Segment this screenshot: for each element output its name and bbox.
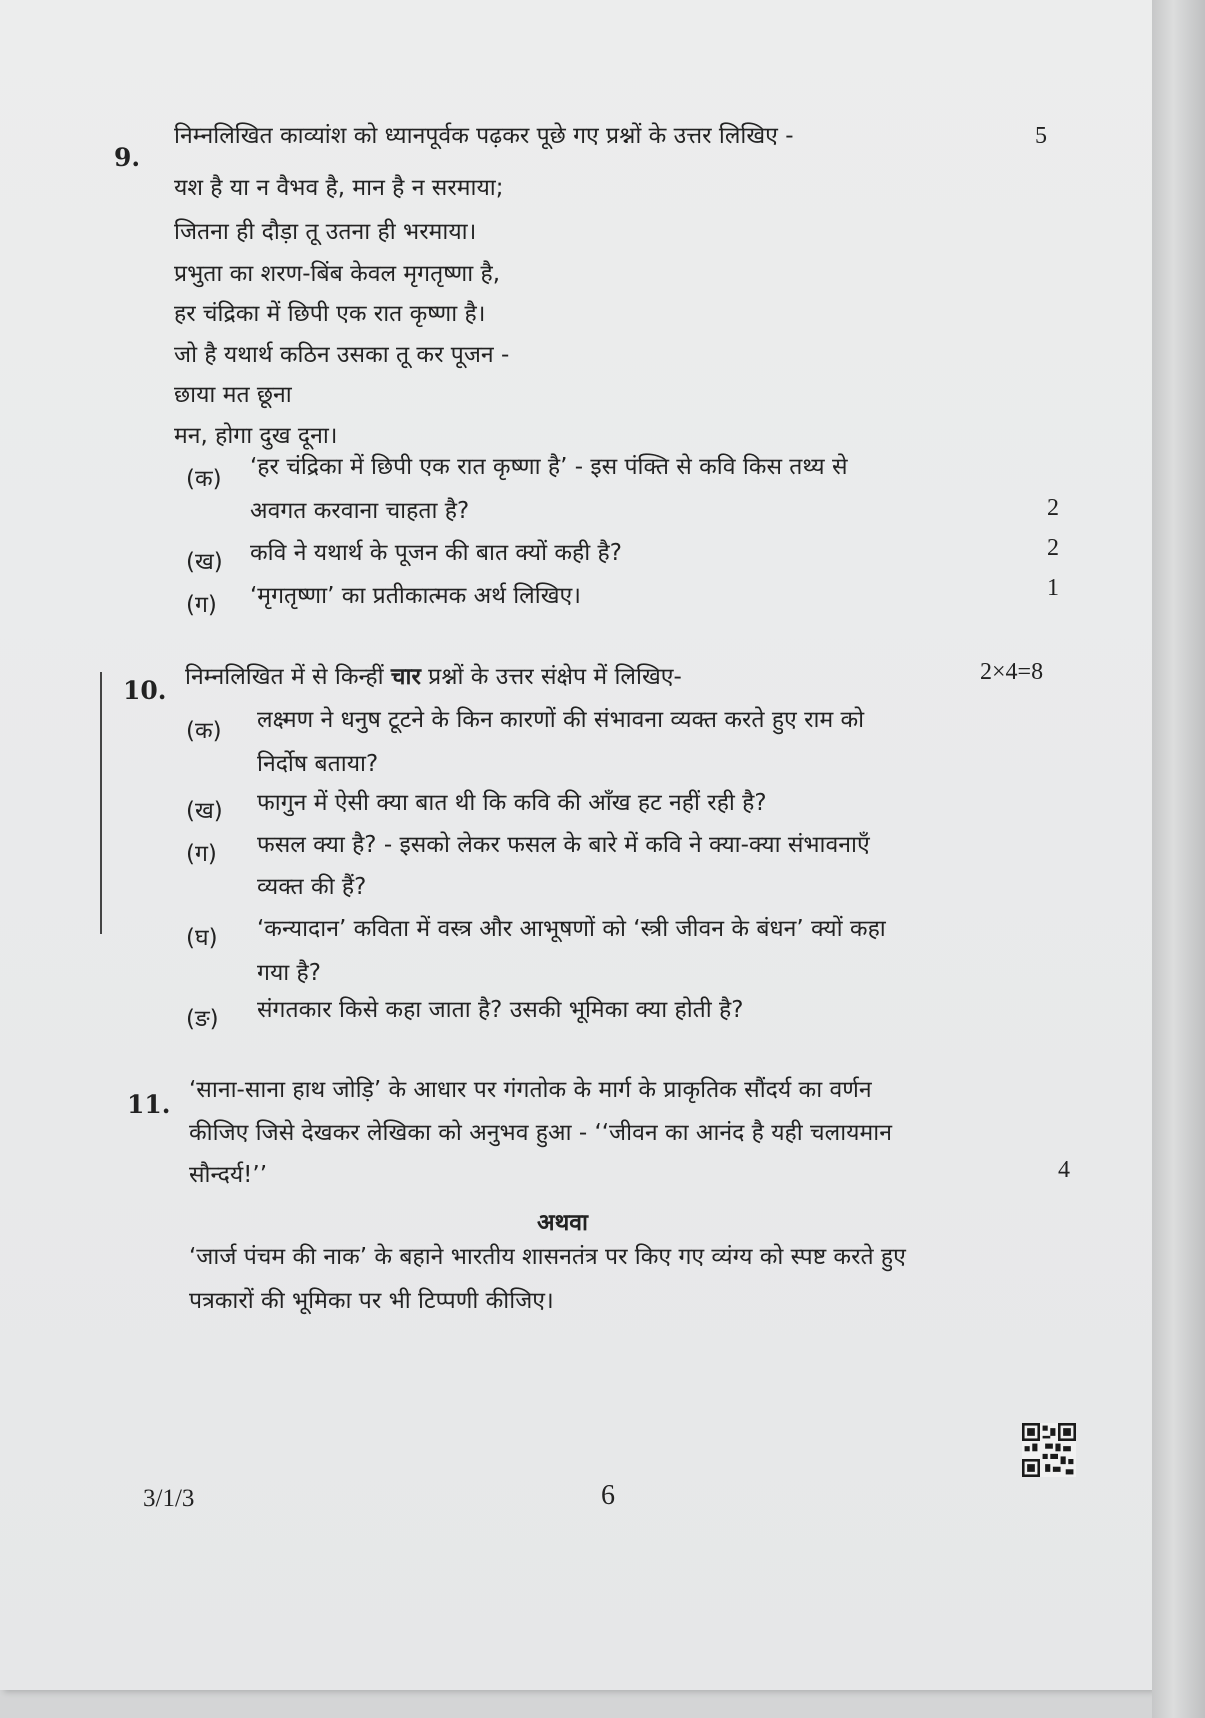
q9-marks: 5 (1035, 123, 1047, 149)
q10-sub-text: फसल क्या है? - इसको लेकर फसल के बारे में कवि ने क्या-क्या संभावनाएँ (257, 832, 870, 858)
or-label: अथवा (537, 1210, 589, 1236)
q10-sub-text: ‘कन्यादान’ कविता में वस्त्र और आभूषणों को ‘स्त्री जीवन के बंधन’ क्यों कहा (257, 916, 886, 942)
q10-sub-label: (क) (186, 718, 222, 744)
poem-line: हर चंद्रिका में छिपी एक रात कृष्णा है। (174, 301, 486, 327)
q10-sub-label: (ग) (186, 841, 217, 867)
q9-instruction: निम्नलिखित काव्यांश को ध्यानपूर्वक पढ़कर पूछे गए प्रश्नों के उत्तर लिखिए - (174, 123, 794, 149)
q10-number: 10. (123, 676, 167, 705)
q11-text: ‘साना-साना हाथ जोड़ि’ के आधार पर गंगतोक के मार्ग के प्राकृतिक सौंदर्य का वर्णन (189, 1077, 872, 1103)
q11-marks: 4 (1058, 1157, 1070, 1183)
q9-sub-marks: 2 (1047, 495, 1059, 521)
q10-sub-text-cont: निर्दोष बताया? (257, 751, 379, 777)
q10-sub-label: (ख) (186, 798, 223, 824)
q9-sub-text: कवि ने यथार्थ के पूजन की बात क्यों कही है? (250, 540, 622, 566)
q10-sub-text: फागुन में ऐसी क्या बात थी कि कवि की आँख हट नहीं रही है? (257, 790, 767, 816)
margin-line (100, 672, 102, 934)
q10-sub-text-cont: व्यक्त की हैं? (257, 874, 367, 900)
q9-number: 9. (114, 143, 141, 172)
q9-sub-text: ‘हर चंद्रिका में छिपी एक रात कृष्णा है’ - इस पंक्ति से कवि किस तथ्य से (250, 454, 848, 480)
qr-code-icon (1022, 1423, 1076, 1477)
q9-sub-text: ‘मृगतृष्णा’ का प्रतीकात्मक अर्थ लिखिए। (250, 583, 581, 609)
q9-sub-marks: 2 (1047, 535, 1059, 561)
q9-sub-label: (ख) (186, 549, 223, 575)
q10-sub-text-cont: गया है? (257, 960, 321, 986)
q11-text: कीजिए जिसे देखकर लेखिका को अनुभव हुआ - ‘‘जीवन का आनंद है यही चलायमान (189, 1120, 892, 1146)
q11-alt-text: ‘जार्ज पंचम की नाक’ के बहाने भारतीय शासनतंत्र पर किए गए व्यंग्य को स्पष्ट करते हुए (189, 1244, 906, 1270)
poem-line: छाया मत छूना (174, 382, 292, 408)
q10-marks: 2×4=8 (980, 659, 1044, 685)
q9-sub-text-cont: अवगत करवाना चाहता है? (250, 498, 470, 524)
page-edge (1152, 0, 1205, 1718)
q9-sub-label: (ग) (186, 592, 217, 618)
q11-alt-text: पत्रकारों की भूमिका पर भी टिप्पणी कीजिए। (189, 1288, 554, 1314)
q10-sub-text: लक्ष्मण ने धनुष टूटने के किन कारणों की संभावना व्यक्त करते हुए राम को (257, 707, 865, 733)
poem-line: मन, होगा दुख दूना। (174, 423, 338, 449)
q10-sub-text: संगतकार किसे कहा जाता है? उसकी भूमिका क्या होती है? (257, 997, 744, 1023)
poem-line: यश है या न वैभव है, मान है न सरमाया; (174, 175, 504, 201)
poem-line: जो है यथार्थ कठिन उसका तू कर पूजन - (174, 342, 510, 368)
q10-sub-label: (घ) (186, 925, 218, 951)
poem-line: जितना ही दौड़ा तू उतना ही भरमाया। (174, 219, 477, 245)
poem-line: प्रभुता का शरण-बिंब केवल मृगतृष्णा है, (174, 261, 501, 287)
q9-sub-label: (क) (186, 466, 222, 492)
page-number: 6 (601, 1480, 615, 1511)
q10-sub-label: (ङ) (186, 1006, 219, 1032)
q9-sub-marks: 1 (1047, 575, 1059, 601)
q11-text: सौन्दर्य!’’ (189, 1162, 268, 1188)
q11-number: 11. (127, 1090, 171, 1119)
q10-instruction: निम्नलिखित में से किन्हीं चार प्रश्नों के उत्तर संक्षेप में लिखिए- (185, 664, 682, 690)
paper-code: 3/1/3 (143, 1485, 195, 1512)
